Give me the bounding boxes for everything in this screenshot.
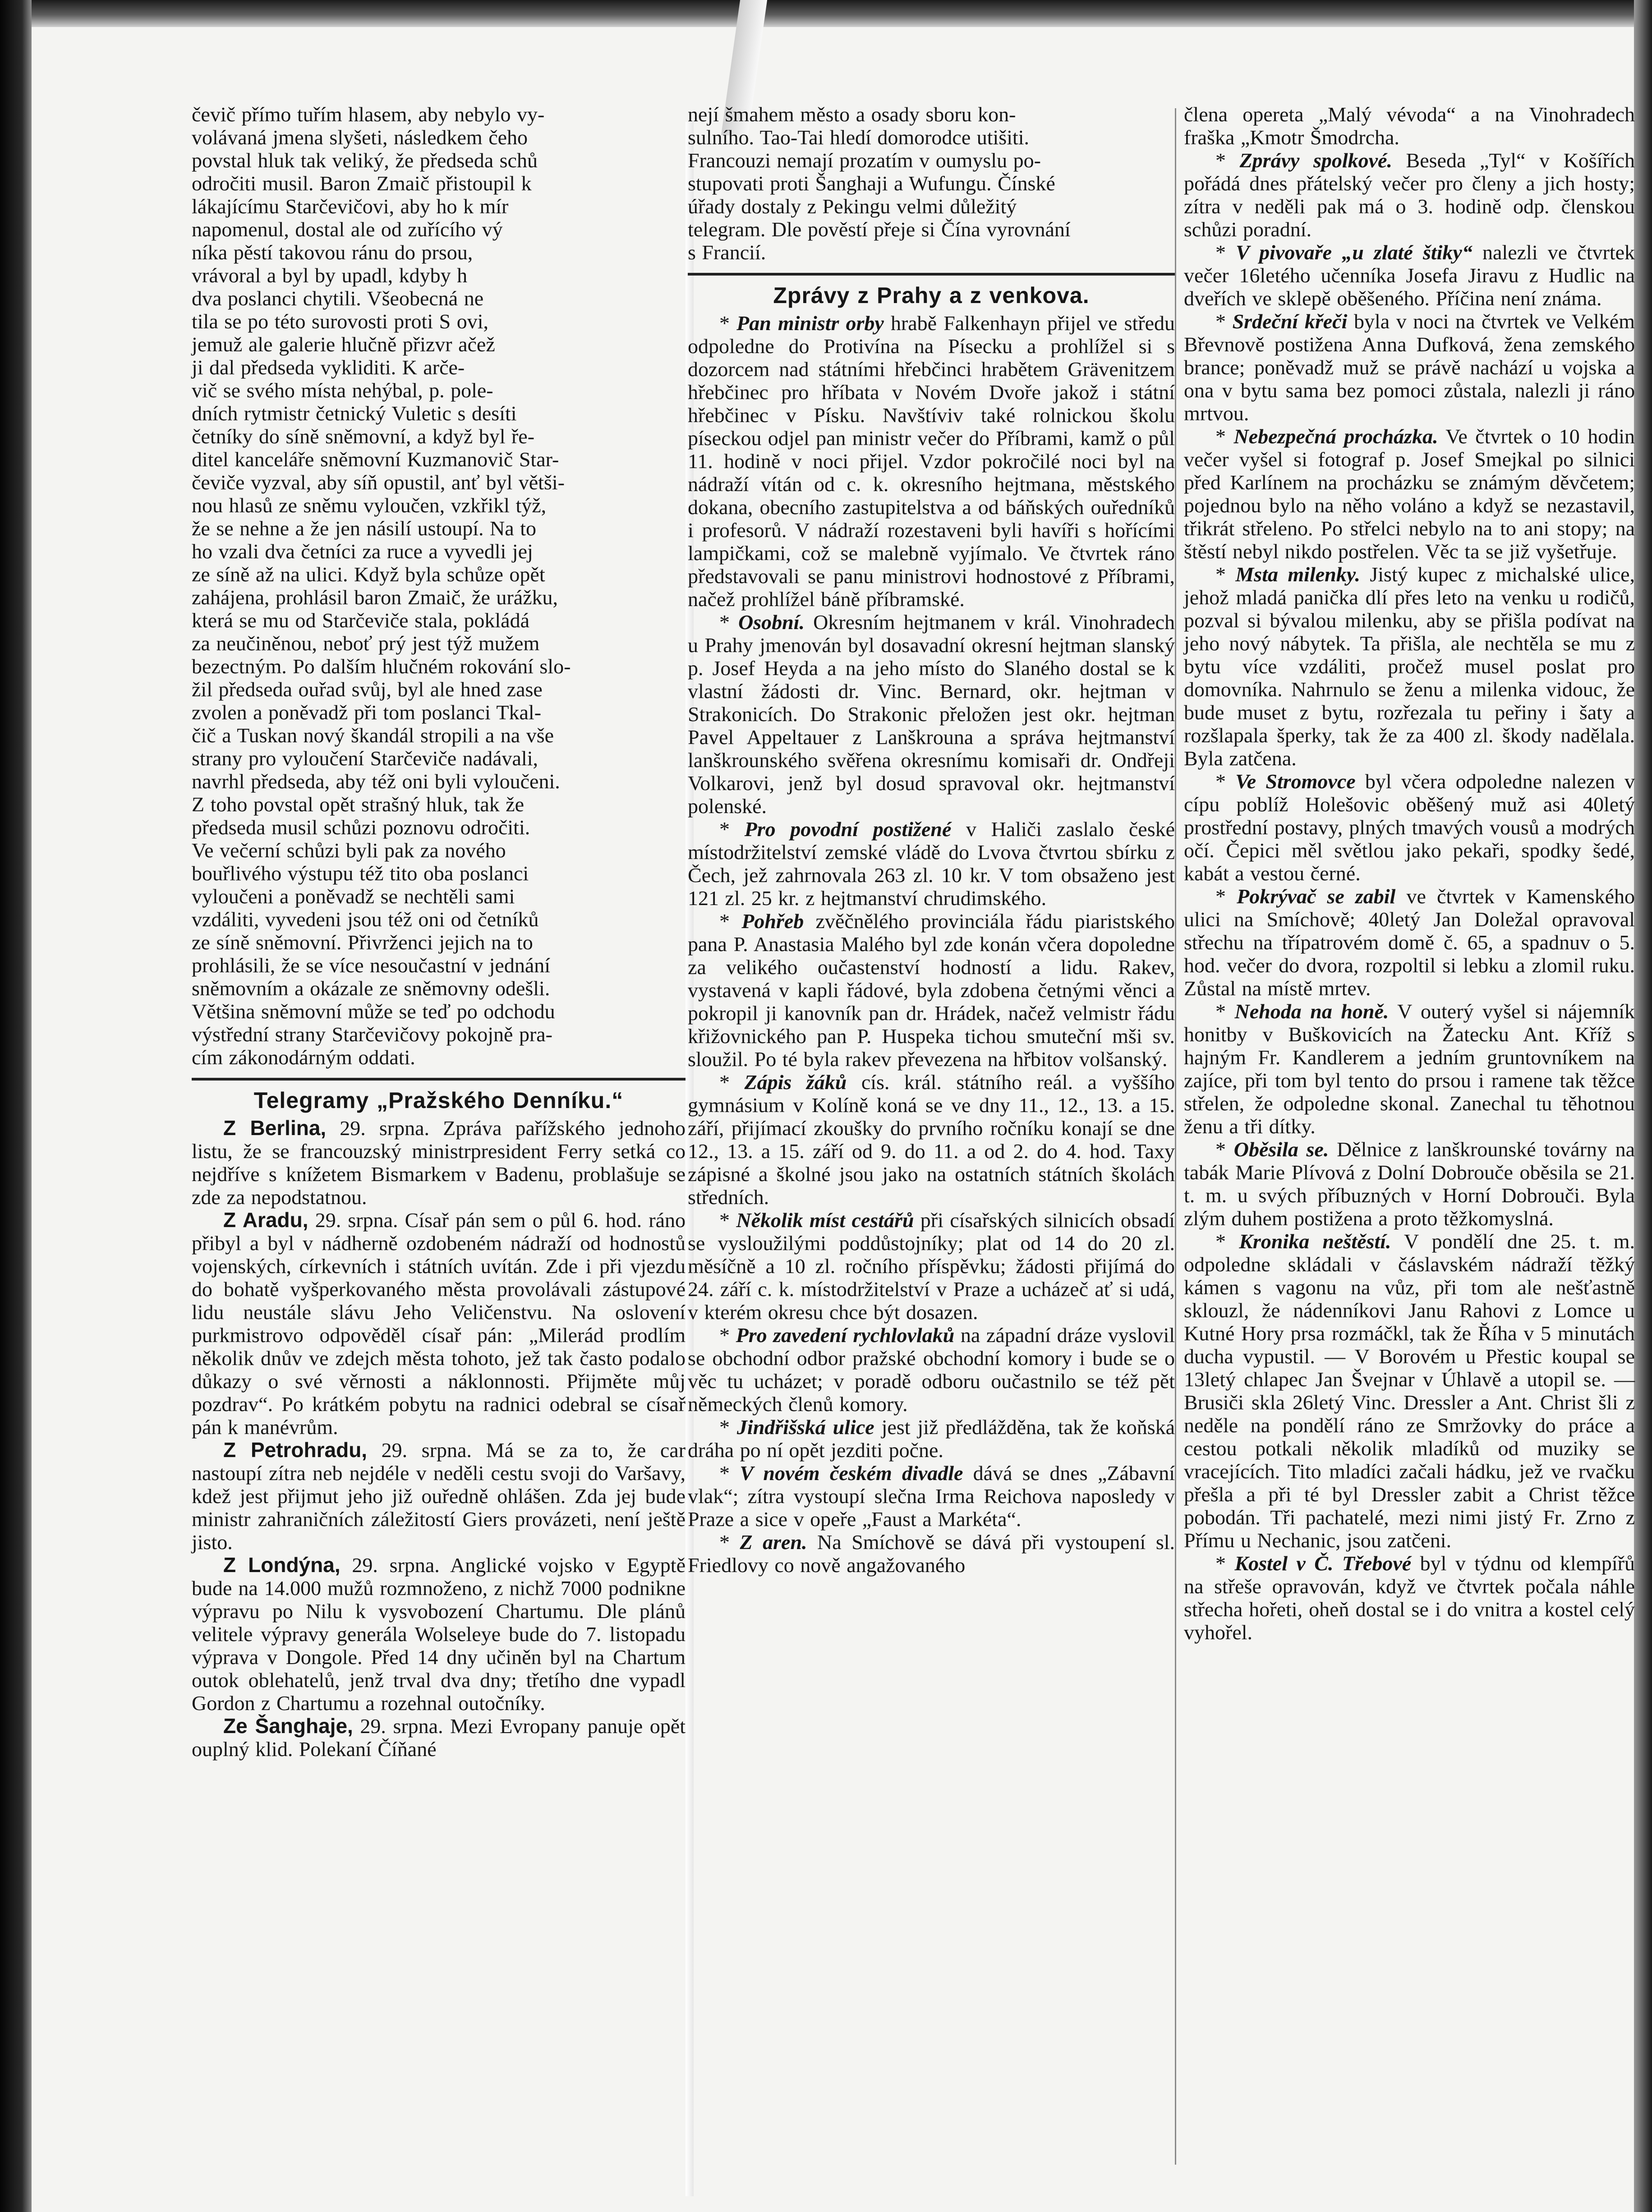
news-keyword: Zápis žáků	[744, 1071, 847, 1094]
text-line: vič se svého místa nehýbal, p. pole-	[192, 379, 493, 402]
telegram-place: Ze Šanghaje,	[223, 1714, 353, 1738]
news-text: jest již předlážděna, tak že koňská dráha po ní opět jezditi počne.	[688, 1416, 1175, 1462]
text-line: s Francií.	[688, 241, 766, 264]
telegrams-heading: Telegramy „Pražského Denníku.“	[253, 1088, 624, 1113]
news-item: * Pro zavedení rychlovlaků na západní dráze vyslovil se obchodní odbor pražské obchodní komory i bude se o věc tu ucházet; v poradě odboru oučastnilo se též pět německých členů komory.	[688, 1324, 1175, 1416]
text-line: tila se po této surovosti proti S ovi,	[192, 310, 488, 333]
text-line: stupovati proti Šanghaji a Wufungu. Čínské	[688, 172, 1055, 195]
news-item: * Nehoda na honě. V outerý vyšel si nájemník honitby v Buškovicích na Žatecku Ant. Kříž s hajným Fr. Kandlerem a jedním gruntovníkem na zajíce, při tom byl tento do prsou i ramene tak těžce střelen, že odpoledne skonal. Zanechal tu těhotnou ženu a tři dítky.	[1184, 1000, 1635, 1138]
text-line: vyloučeni a poněvadž se nechtěli sami	[192, 885, 515, 908]
news-item: * Jindřišská ulice jest již předlážděna, tak že koňská dráha po ní opět jezditi počne.	[688, 1416, 1175, 1462]
news-item: * Osobní. Okresním hejtmanem v král. Vinohradech u Prahy jmenován byl dosavadní okresní hejtman slanský p. Josef Heyda a na jeho místo do Slaného dostal se k vlastní žádosti dr. Vinc. Bernard, okr. hejtman v Strakonicích. Do Strakonic přeložen jest okr. hejtman Pavel Appeltauer z Lanškrouna a správa hejtmanství lanškrounského svěřena okresnímu komisaři dr. Ondřeji Volkarovi, jenž byl dosud spravoval okr. hejtmanství polenské.	[688, 611, 1175, 818]
telegram-item	[192, 1117, 686, 1209]
news-keyword: Pan ministr orby	[736, 312, 884, 335]
news-keyword: Několik míst cestářů	[736, 1209, 914, 1232]
text-line: za neučiněnou, neboť prý jest týž mužem	[192, 632, 540, 655]
scan-right-shadow	[1634, 0, 1652, 2212]
news-item: * V novém českém divadle dává se dnes „Zábavní vlak“; zítra vystoupí slečna Irma Reichova naposledy v Praze a sice v opeře „Faust a Markéta“.	[688, 1462, 1175, 1531]
news-keyword: Pohřeb	[741, 910, 804, 933]
news-text: byl v týdnu od klempířů na střeše opravován, když ve čtvrtek počala náhle střecha hořeti, oheň dostal se i do vnitra a kostel celý vyhořel.	[1184, 1552, 1635, 1644]
telegram-place: Z Petrohradu,	[223, 1438, 368, 1462]
news-keyword: V pivovaře „u zlaté štiky“	[1236, 241, 1473, 264]
text-line: zahájena, prohlásil baron Zmaič, že urážku,	[192, 586, 558, 609]
news-continuation: člena opereta „Malý vévoda“ a na Vinohradech fraška „Kmotr Šmodrcha.	[1184, 103, 1635, 149]
news-text: nalezli ve čtvrtek večer 16letého učenníka Josefa Jiravu z Hudlic na dveřích ve sklepě oběšeného. Příčina není známa.	[1184, 241, 1635, 310]
telegram-item	[192, 1209, 686, 1439]
text-line: lákajícímu Starčevičovi, aby ho k mír	[192, 195, 509, 218]
text-line: vzdáliti, vyvedeni jsou též oni od četníků	[192, 908, 539, 931]
text-line: dních rytmistr četnický Vuletic s desíti	[192, 402, 517, 425]
text-line: zvolen a poněvadž při tom poslanci Tkal-	[192, 701, 542, 724]
news-item: * Pro povodní postižené v Haliči zaslalo české místodržitelství zemské vládě do Lvova čtvrtou sbírku z Čech, jež zahrnovala 263 zl. 10 kr. V tom obsaženo jest 121 zl. 25 kr. z hejtmanství chrudimského.	[688, 818, 1175, 910]
text-line: cím zákonodárným oddati.	[192, 1046, 415, 1069]
news-text: v Haliči zaslalo české místodržitelství zemské vládě do Lvova čtvrtou sbírku z Čech, jež zahrnovala 263 zl. 10 kr. V tom obsaženo jest 121 zl. 25 kr. z hejtmanství chrudimského.	[688, 818, 1175, 910]
news-keyword: Z aren.	[740, 1531, 807, 1554]
telegram-text: 29. srpna. Mezi Evropany panuje opět ouplný klid. Polekaní Číňané	[192, 1715, 686, 1761]
news-text: byla v noci na čtvrtek ve Velkém Břevnově postižena Anna Dufková, žena zemského brance; poněvadž muž se právě nachází u vojska a ona v bytu sama bez pomoci zůstala, nalezli ji ráno mrtvou.	[1184, 310, 1635, 425]
news-item: * Oběsila se. Dělnice z lanškrounské továrny na tabák Marie Plívová z Dolní Dobrouče oběsila se 21. t. m. u svých příbuzných v Horní Dobrouči. Byla zlým duhem postižena a proto těžkomyslná.	[1184, 1138, 1635, 1230]
news-keyword: Kostel v Č. Třebové	[1234, 1552, 1412, 1575]
news-item: * Zprávy spolkové. Beseda „Tyl“ v Košířích pořádá dnes přátelský večer pro členy a jich hosty; zítra v neděli pak má o 3. hodině odp. členskou schůzi poradní.	[1184, 149, 1635, 241]
news-text: hrabě Falkenhayn přijel ve středu odpoledne do Protivína na Písecku a prohlížel si s dozorcem nad státními hřebčinci hrabětem Grävenitzem hřebčinec pro hříbata v Novém Dvoře jakož i státní hřebčinec v Písku. Navštíviv také rolnickou školu píseckou odjel pan ministr večer do Příbrami, kamž o půl 11. hodině v noci přijel. Vzdor pokročilé noci byl na nádraží vítán od c. k. okresního hejtmana, městského dokana, obecního zastupitelstva a od báňských ouředníků i profesorů. V nádraží rozestaveni byli havíři s hořícími lampičkami, což se malebně vyjímalo. Ve čtvrtek ráno představovali se panu ministrovi hodnostové z Příbrami, načež prohlížel báně příbramské.	[688, 312, 1175, 611]
section-rule	[688, 273, 1175, 276]
text-line: ji dal předseda vykliditi. K arče-	[192, 356, 465, 379]
telegram-text: 29. srpna. Anglické vojsko v Egyptě bude na 14.000 mužů rozmnoženo, z nichž 7000 podnikne výpravu po Nilu k vysvobození Chartumu. Dle plánů velitele výpravy generála Wolseleye bude do 7. listopadu výprava v Dongole. Před 14 dny učiněn byl na Chartum outok oblehatelů, jenž trval dva dny; třetího dne vypadl Gordon z Chartumu a rozehnal outočníky.	[192, 1554, 686, 1715]
news-keyword: Pro povodní postižené	[744, 818, 952, 841]
news-text: cís. král. státního reál. a vyššího gymnásium v Kolíně koná se ve dny 11., 12., 13. a 15. září, přijímací zkoušky do prvního ročníku konají se dne 12., 13. a 15. září od 9. do 11. a od 2. do 4. hod. Taxy zápisné a školné jsou jako na ostatních státních školách středních.	[688, 1071, 1175, 1209]
text-line: čeviče vyzval, aby síň opustil, anť byl větši-	[192, 471, 565, 494]
news-keyword: Jindřišská ulice	[736, 1416, 874, 1439]
news-text: Ve čtvrtek o 10 hodin večer vyšel si fotograf p. Josef Smejkal po silnici před Karlínem na procházku se známým děvčetem; pojednou bylo na něho voláno a když se nezastavil, třikrát střeleno. Po střelci nebylo na to ani stopy; na štěstí nebyl nikdo postřelen. Věc ta se již vyšetřuje.	[1184, 425, 1635, 563]
text-line: Většina sněmovní může se teď po odchodu	[192, 1000, 555, 1023]
news-keyword: Ve Stromovce	[1235, 770, 1356, 793]
text-line: sulního. Tao-Tai hledí domorodce utišiti.	[688, 126, 1030, 149]
news-keyword: Nehoda na honě.	[1234, 1000, 1389, 1023]
text-line: která se mu od Starčeviče stala, pokládá	[192, 609, 529, 632]
text-line: ze síně až na ulici. Když byla schůze opět	[192, 563, 545, 586]
news-item: * Pohřeb zvěčnělého provinciála řádu piaristského pana P. Anastasia Malého byl zde konán včera dopoledne za velikého oučastenství hodností a lidu. Rakev, vystavená v kapli řádové, byla zdobena četnými věnci a pokropil ji kanovník pan dr. Hrádek, načež velmistr řádu křižovnického pan P. Huspeka tichou smuteční mši sv. sloužil. Po té byla rakev převezena na hřbitov volšanský.	[688, 910, 1175, 1071]
scan-top-shadow	[0, 0, 1652, 27]
text-line: četníky do síně sněmovní, a když byl ře-	[192, 425, 535, 448]
telegram-place: Z Berlina,	[223, 1116, 327, 1140]
text-line: žil předseda ouřad svůj, byl ale hned zase	[192, 678, 543, 701]
news-keyword: Kronika neštěstí.	[1239, 1230, 1391, 1253]
news-item: * Pan ministr orby hrabě Falkenhayn přijel ve středu odpoledne do Protivína na Písecku a prohlížel si s dozorcem nad státními hřebčinci hrabětem Grävenitzem hřebčinec pro hříbata v Novém Dvoře jakož i státní hřebčinec v Písku. Navštíviv také rolnickou školu píseckou odjel pan ministr večer do Příbrami, kamž o půl 11. hodině v noci přijel. Vzdor pokročilé noci byl na nádraží vítán od c. k. okresního hejtmana, městského dokana, obecního zastupitelstva a od báňských ouředníků i profesorů. V nádraží rozestaveni byli havíři s hořícími lampičkami, což se malebně vyjímalo. Ve čtvrtek ráno představovali se panu ministrovi hodnostové z Příbrami, načež prohlížel báně příbramské.	[688, 312, 1175, 611]
news-keyword: Nebezpečná procházka.	[1233, 425, 1438, 448]
news-item: * Nebezpečná procházka. Ve čtvrtek o 10 hodin večer vyšel si fotograf p. Josef Smejkal po silnici před Karlínem na procházku se známým děvčetem; pojednou bylo na něho voláno a když se nezastavil, třikrát střeleno. Po střelci nebylo na to ani stopy; na štěstí nebyl nikdo postřelen. Věc ta se již vyšetřuje.	[1184, 425, 1635, 563]
text-line: bezectným. Po dalším hlučném rokování slo-	[192, 655, 571, 678]
news-text: Na Smíchově se dává při vystoupení sl. Friedlovy co nově angažovaného	[688, 1531, 1175, 1577]
scan-left-shadow	[0, 0, 32, 2212]
text-line: bouřlivého výstupu též tito oba poslanci	[192, 862, 529, 885]
column-3	[1184, 103, 1635, 1644]
news-text: Okresním hejtmanem v král. Vinohradech u Prahy jmenován byl dosavadní okresní hejtman slanský p. Josef Heyda a na jeho místo do Slaného dostal se k vlastní žádosti dr. Vinc. Bernard, okr. hejtman v Strakonicích. Do Strakonic přeložen jest okr. hejtman Pavel Appeltauer z Lanškrouna a správa hejtmanství lanškrounského svěřena okresnímu komisaři dr. Ondřeji Volkarovi, jenž byl dosud spravoval okr. hejtmanství polenské.	[688, 611, 1175, 818]
news-item: * Zápis žáků cís. král. státního reál. a vyššího gymnásium v Kolíně koná se ve dny 11., 12., 13. a 15. září, přijímací zkoušky do prvního ročníku konají se dne 12., 13. a 15. září od 9. do 11. a od 2. do 4. hod. Taxy zápisné a školné jsou jako na ostatních státních školách středních.	[688, 1071, 1175, 1209]
telegram-item	[192, 1715, 686, 1761]
news-keyword: Pokrývač se zabil	[1237, 885, 1396, 908]
text-line: ho vzali dva četníci za ruce a vyvedli jej	[192, 540, 533, 563]
text-line: že se nehne a že jen násilí ustoupí. Na to	[192, 517, 536, 540]
text-line: nejí šmahem město a osady sboru kon-	[688, 103, 1016, 126]
col2-shanghai-report	[688, 103, 1175, 264]
text-line: předseda musil schůzi poznovu odročiti.	[192, 816, 530, 839]
column-2	[688, 103, 1175, 1577]
column-divider	[1175, 108, 1176, 2165]
news-keyword: V novém českém divadle	[740, 1462, 963, 1485]
section-rule	[192, 1078, 686, 1081]
telegram-text: 29. srpna. Zpráva pařížského jednoho listu, že se francouzský ministrpresident Ferry setká co nejdříve s knížetem Bismarkem v Badenu, problašuje se zde za nepodstatnou.	[192, 1117, 686, 1209]
text-line: výstřední strany Starčevičovy pokojně pra-	[192, 1023, 552, 1046]
news-item: * Kronika neštěstí. V pondělí dne 25. t. m. odpoledne skládali v čáslavském nádraží těžký kámen s vagonu na vůz, při tom ale nešťastně sklouzl, že nádenníkovi Janu Rahovi z Lomce u Kutné Hory prsa rozmáčkl, tak že Říha v 5 minutách ducha vypustil. — V Borovém u Přestic koupal se 13letý chlapec Jan Švejnar v Úhlavě a utopil se. — Brusiči skla 26letý Vinc. Dressler a Ant. Christ šli z neděle na pondělí ráno ze Smržovky do práce a cestou potkali několik mladíků od muziky se vracejících. Tito mladíci začali hádku, jež ve rvačku přešla a při té byl Dressler zabit a Christ těžce pobodán. Tři pachatelé, mezi nimi jistý Fr. Zrno z Přímu u Nechanic, jsou zatčeni.	[1184, 1230, 1635, 1552]
telegram-text: 29. srpna. Má se za to, že car nastoupí zítra neb nejdéle v neděli cestu svoji do Varšavy, kdež jest přijmut jeho již ouředně ohlášen. Zda jej bude ministr zahraničních záležitostí Giers provázeti, není ještě jisto.	[192, 1439, 686, 1554]
news-keyword: Msta milenky.	[1235, 563, 1360, 586]
col1-parliament-report	[192, 103, 686, 1069]
text-line: úřady dostaly z Pekingu velmi důležitý	[688, 195, 1017, 218]
text-line: jemuž ale galerie hlučně přizvr ačež	[192, 333, 495, 356]
text-line: volávaná jmena slyšeti, následkem čeho	[192, 126, 528, 149]
text-line: níka pěstí takovou ránu do prsou,	[192, 241, 473, 264]
text-line: Z toho povstal opět strašný hluk, tak že	[192, 793, 525, 816]
news-item: * Ve Stromovce byl včera odpoledne nalezen v cípu poblíž Holešovic oběšený muž asi 40letý prostřední postavy, plných tmavých vousů a modrých očí. Čepici měl světlou jako pekaři, spodky šedé, kabát a vestou černé.	[1184, 770, 1635, 885]
news-text: ve čtvrtek v Kamenského ulici na Smíchově; 40letý Jan Doležal opravoval střechu na třípatrovém domě č. 65, a spadnuv o 5. hod. večer do dvora, rozpoltil si lebku a zlomil ruku. Zůstal na místě mrtev.	[1184, 885, 1635, 1000]
text-line: povstal hluk tak veliký, že předseda schů	[192, 149, 538, 172]
telegram-text: 29. srpna. Císař pán sem o půl 6. hod. ráno přibyl a byl v nádherně ozdobeném nádraží od hodnostů vojenských, církevních i státních uvítán. Zde i při vjezdu do bohatě vyšperkovaného města provolávali zástupové lidu neustále slávu Jeho Veličenstvu. Na oslovení purkmistrovo odpověděl císař pán: „Milerád prodlím několik dnův ve zdejch města tohoto, jež tak často podalo důkazy o své věrnosti a náklonnosti. Přijměte můj pozdrav“. Po krátkém pobytu na radnici odebral se císař pán k manévrům.	[192, 1209, 686, 1439]
news-keyword: Pro zavedení rychlovlaků	[736, 1324, 955, 1347]
news-item: * Kostel v Č. Třebové byl v týdnu od klempířů na střeše opravován, když ve čtvrtek počala náhle střecha hořeti, oheň dostal se i do vnitra a kostel celý vyhořel.	[1184, 1552, 1635, 1644]
telegram-item	[192, 1554, 686, 1715]
text-line: nou hlasů ze sněmu vyloučen, vzkřikl týž,	[192, 494, 547, 517]
text-line: Ve večerní schůzi byli pak za nového	[192, 839, 506, 862]
news-item: * Srdeční křeči byla v noci na čtvrtek ve Velkém Břevnově postižena Anna Dufková, žena zemského brance; poněvadž muž se právě nachází u vojska a ona v bytu sama bez pomoci zůstala, nalezli ji ráno mrtvou.	[1184, 310, 1635, 425]
text-line: navrhl předseda, aby též oni byli vyloučeni.	[192, 770, 560, 793]
column-1	[192, 103, 686, 1761]
news-text: V outerý vyšel si nájemník honitby v Buškovicích na Žatecku Ant. Kříž s hajným Fr. Kandlerem a jedním gruntovníkem na zajíce, při tom byl tento do prsou i ramene tak těžce střelen, že odpoledne skonal. Zanechal tu těhotnou ženu a tři dítky.	[1184, 1000, 1635, 1138]
news-text: při císařských silnicích obsadí se vysloužilými poddůstojníky; plat od 14 do 20 zl. měsíčně a 10 zl. ročního příspěvku; žádosti přijímá do 24. září c. k. místodržitelství v Praze a ucházeč ať si udá, v kterém okresu chce být dosazen.	[688, 1209, 1175, 1324]
text-line: odročiti musil. Baron Zmaič přistoupil k	[192, 172, 532, 195]
news-text: byl včera odpoledne nalezen v cípu poblíž Holešovic oběšený muž asi 40letý prostřední postavy, plných tmavých vousů a modrých očí. Čepici měl světlou jako pekaři, spodky šedé, kabát a vestou černé.	[1184, 770, 1635, 885]
text-line: čič a Tuskan nový škandál stropili a na vše	[192, 724, 554, 747]
news-item: * Pokrývač se zabil ve čtvrtek v Kamenského ulici na Smíchově; 40letý Jan Doležal opravoval střechu na třípatrovém domě č. 65, a spadnuv o 5. hod. večer do dvora, rozpoltil si lebku a zlomil ruku. Zůstal na místě mrtev.	[1184, 885, 1635, 1000]
telegram-place: Z Aradu,	[223, 1208, 308, 1232]
news-text: Dělnice z lanškrounské továrny na tabák Marie Plívová z Dolní Dobrouče oběsila se 21. t. m. u svých příbuzných v Horní Dobrouči. Byla zlým duhem postižena a proto těžkomyslná.	[1184, 1138, 1635, 1230]
news-item: * Několik míst cestářů při císařských silnicích obsadí se vysloužilými poddůstojníky; plat od 14 do 20 zl. měsíčně a 10 zl. ročního příspěvku; žádosti přijímá do 24. září c. k. místodržitelství v Praze a ucházeč ať si udá, v kterém okresu chce být dosazen.	[688, 1209, 1175, 1324]
news-keyword: Srdeční křeči	[1232, 310, 1348, 333]
news-item: * Msta milenky. Jistý kupec z michalské ulice, jehož mladá panička dlí přes leto na venku u rodičů, pozval si bývalou milenku, aby se přišla podívat na jeho nový nábytek. Ta přišla, ale nechtěla se mu z bytu více vzdáliti, pročež musel poslat pro domovníka. Nahrnulo se ženu a milenka vidouc, že bude muset z bytu, rozřezala tu peřiny i šaty a rozšlapala šperky, tak že za 400 zl. škody nadělala. Byla zatčena.	[1184, 563, 1635, 770]
text-line: sněmovním a okázale ze sněmovny odešli.	[192, 977, 550, 1000]
news-text: Jistý kupec z michalské ulice, jehož mladá panička dlí přes leto na venku u rodičů, pozval si bývalou milenku, aby se přišla podívat na jeho nový nábytek. Ta přišla, ale nechtěla se mu z bytu více vzdáliti, pročež musel poslat pro domovníka. Nahrnulo se ženu a milenka vidouc, že bude muset z bytu, rozřezala tu peřiny i šaty a rozšlapala šperky, tak že za 400 zl. škody nadělala. Byla zatčena.	[1184, 563, 1635, 770]
news-item: * Z aren. Na Smíchově se dává při vystoupení sl. Friedlovy co nově angažovaného	[688, 1531, 1175, 1577]
news-text: Beseda „Tyl“ v Košířích pořádá dnes přátelský večer pro členy a jich hosty; zítra v neděli pak má o 3. hodině odp. členskou schůzi poradní.	[1184, 149, 1635, 241]
news-keyword: Zprávy spolkové.	[1239, 149, 1392, 172]
text-line: prohlásili, že se více nesoučastní v jednání	[192, 954, 551, 977]
news-text: dává se dnes „Zábavní vlak“; zítra vystoupí slečna Irma Reichova naposledy v Praze a sice v opeře „Faust a Markéta“.	[688, 1462, 1175, 1531]
news-text: zvěčnělého provinciála řádu piaristského pana P. Anastasia Malého byl zde konán včera dopoledne za velikého oučastenství hodností a lidu. Rakev, vystavená v kapli řádové, byla zdobena četnými věnci a pokropil ji kanovník pan dr. Hrádek, načež velmistr řádu křižovnického pan P. Huspeka tichou smuteční mši sv. sloužil. Po té byla rakev převezena na hřbitov volšanský.	[688, 910, 1175, 1071]
text-line: Francouzi nemají prozatím v oumyslu po-	[688, 149, 1041, 172]
news-keyword: Osobní.	[738, 611, 805, 634]
text-line: napomenul, dostal ale od zuřícího vý	[192, 218, 503, 241]
telegram-place: Z Londýna,	[223, 1553, 341, 1577]
text-line: čevič přímo tuřím hlasem, aby nebylo vy-	[192, 103, 545, 126]
news-text: na západní dráze vyslovil se obchodní odbor pražské obchodní komory i bude se o věc tu ucházet; v poradě odboru oučastnilo se též pět německých členů komory.	[688, 1324, 1175, 1416]
news-item: * V pivovaře „u zlaté štiky“ nalezli ve čtvrtek večer 16letého učenníka Josefa Jiravu z Hudlic na dveřích ve sklepě oběšeného. Příčina není známa.	[1184, 241, 1635, 310]
news-keyword: Oběsila se.	[1233, 1138, 1329, 1161]
news-text: V pondělí dne 25. t. m. odpoledne skládali v čáslavském nádraží těžký kámen s vagonu na vůz, při tom ale nešťastně sklouzl, že nádenníkovi Janu Rahovi z Lomce u Kutné Hory prsa rozmáčkl, tak že Říha v 5 minutách ducha vypustil. — V Borovém u Přestic koupal se 13letý chlapec Jan Švejnar v Úhlavě a utopil se. — Brusiči skla 26letý Vinc. Dressler a Ant. Christ šli z neděle na pondělí ráno ze Smržovky do práce a cestou potkali několik mladíků od muziky se vracejících. Tito mladíci začali hádku, jež ve rvačku přešla a při té byl Dressler zabit a Christ těžce pobodán. Tři pachatelé, mezi nimi jistý Fr. Zrno z Přímu u Nechanic, jsou zatčeni.	[1184, 1230, 1635, 1552]
text-line: telegram. Dle pověstí přeje si Čína vyrovnání	[688, 218, 1071, 241]
text-line: ditel kanceláře sněmovní Kuzmanovič Star-	[192, 448, 559, 471]
text-line: strany pro vyloučení Starčeviče nadávali,	[192, 747, 538, 770]
text-line: vrávoral a byl by upadl, kdyby h	[192, 264, 468, 287]
prague-news-heading: Zprávy z Prahy a z venkova.	[773, 283, 1090, 308]
text-line: dva poslanci chytili. Všeobecná ne	[192, 287, 484, 310]
text-line: ze síně sněmovní. Přivrženci jejich na to	[192, 931, 533, 954]
telegram-item	[192, 1439, 686, 1554]
